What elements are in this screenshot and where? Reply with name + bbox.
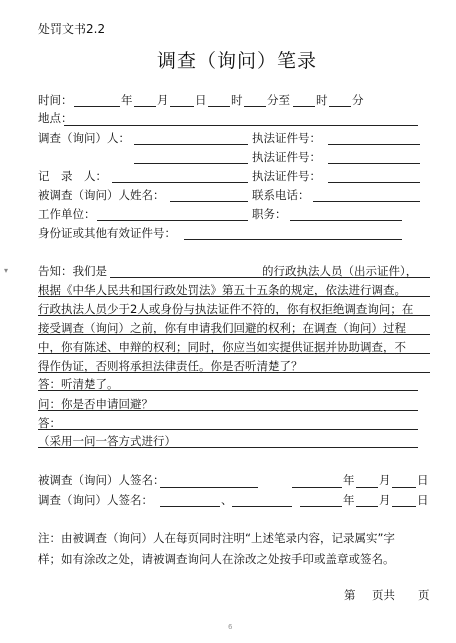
sign-subject-year: 年: [343, 473, 355, 487]
footnote-line-2: 样；如有涂改之处，请被调查询问人在涂改之处按手印或盖章或签名。: [38, 552, 395, 566]
page-footer-ye-gong: 页共: [372, 588, 395, 602]
cert-label-1: 执法证件号：: [252, 131, 321, 145]
location-field[interactable]: [64, 125, 418, 126]
cert-label-3: 执法证件号：: [252, 169, 321, 183]
agency-name-field[interactable]: [110, 277, 260, 278]
notice-line-2: 根据《中华人民共和国行政处罚法》第五十五条的规定，依法进行调查。: [38, 283, 406, 297]
answer-2: 答：: [38, 416, 61, 430]
subject-name-label: 被调查（询问）人姓名：: [38, 188, 165, 202]
id-label: 身份证或其他有效证件号：: [38, 226, 176, 240]
page-title: 调查（询问）笔录: [157, 50, 318, 72]
employer-field[interactable]: [97, 220, 248, 221]
sign-investigator-label: 调查（询问）人签名：: [38, 493, 153, 507]
day-label: 日: [195, 93, 207, 107]
notice-line-5: 中，你有陈述、申辩的权利；同时，你应当如实提供证据并协助调查，不: [38, 340, 406, 354]
margin-marker-icon: ▾: [4, 266, 9, 275]
cert-field-1[interactable]: [328, 144, 420, 145]
footnote-line-1: 注：由被调查（询问）人在每页同时注明“上述笔录内容，记录属实”字: [38, 531, 395, 545]
notice-line-6: 得作伪证，否则将承担法律责任。你是否听清楚了？: [38, 359, 303, 373]
answer-1-line[interactable]: [38, 390, 418, 391]
cert-field-3[interactable]: [328, 182, 420, 183]
sign-separator: 、: [221, 493, 233, 507]
recorder-label: 记 录 人：: [38, 169, 107, 183]
question-1-line[interactable]: [38, 410, 418, 411]
position-field[interactable]: [290, 220, 402, 221]
month-label: 月: [157, 93, 169, 107]
location-label: 地点：: [38, 111, 73, 125]
sign-investigator-month: 月: [379, 493, 391, 507]
minute-to-label: 分至: [267, 93, 290, 107]
employer-label: 工作单位：: [38, 207, 96, 221]
hour-label: 时: [231, 93, 243, 107]
sign-subject-label: 被调查（询问）人签名：: [38, 473, 165, 487]
notice-line-1b: 的行政执法人员（出示证件），: [262, 264, 418, 278]
sign-investigator-field-1[interactable]: [160, 506, 220, 507]
qa-note: （采用一问一答方式进行）: [38, 434, 176, 448]
sign-investigator-field-2[interactable]: [232, 506, 292, 507]
notice-line-1a: 告知：我们是: [38, 264, 107, 278]
year-label: 年: [121, 93, 133, 107]
answer-2-line[interactable]: [38, 429, 418, 430]
sign-investigator-day: 日: [417, 493, 429, 507]
page-footer-di: 第: [344, 588, 356, 602]
subject-name-field[interactable]: [170, 201, 248, 202]
phone-label: 联系电话：: [252, 188, 310, 202]
time-label: 时间：: [38, 93, 73, 107]
sign-investigator-year: 年: [343, 493, 355, 507]
sign-subject-month: 月: [379, 473, 391, 487]
minute2-label: 分: [352, 93, 364, 107]
answer-1: 答：听清楚了。: [38, 377, 119, 391]
investigator-label: 调查（询问）人：: [38, 131, 130, 145]
page-footer-ye: 页: [418, 588, 430, 602]
id-field[interactable]: [184, 239, 402, 240]
recorder-field[interactable]: [112, 182, 248, 183]
sign-subject-field[interactable]: [160, 487, 258, 488]
sign-subject-day: 日: [417, 473, 429, 487]
hour2-label: 时: [316, 93, 328, 107]
investigator-field[interactable]: [134, 144, 248, 145]
cert-label-2: 执法证件号：: [252, 150, 321, 164]
notice-line-4: 接受调查（询问）之前，你有申请我们回避的权利；在调查（询问）过程: [38, 321, 406, 335]
investigator-field-2[interactable]: [134, 163, 248, 164]
page-number: 6: [228, 623, 233, 631]
notice-line-3: 行政执法人员少于2人或身份与执法证件不符的，你有权拒绝调查询问；在: [38, 302, 414, 316]
phone-field[interactable]: [313, 201, 420, 202]
position-label: 职务：: [252, 207, 287, 221]
question-1: 问：你是否申请回避？: [38, 397, 153, 411]
cert-field-2[interactable]: [328, 163, 420, 164]
document-number: 处罚文书2.2: [38, 22, 106, 36]
